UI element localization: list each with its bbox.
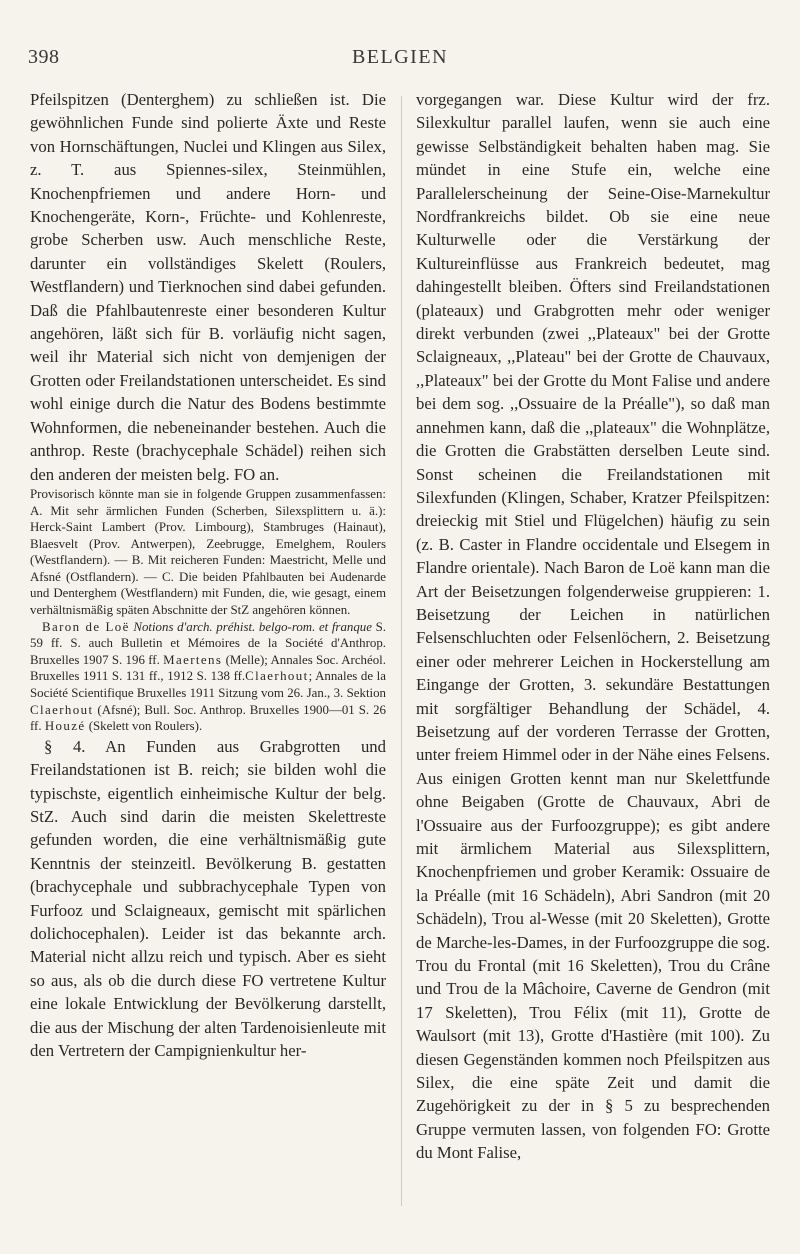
footnote-groups: Provisorisch könnte man sie in folgende Gruppen zusammenfassen: A. Mit sehr ärmlichen Funden (Scherben, Silexsplittern u. ä.): Herck-Saint Lambert (Prov. Limbourg), Stambruges (Hainaut), Blaesvelt (Prov. Antwerpen), Zeebrugge, Emelghem, Roulers (Westflandern). — B. Mit reicheren Funden: Maestricht, Melle und Afsné (Ostflandern). — C. Die beiden Pfahlbauten bei Audenarde und Denterghem (Westflandern) mit Funden, die, wie gesagt, einem verhältnismäßig späten Abschnitte der StZ angehören können. [30,486,386,618]
cited-title: Notions d'arch. préhist. belgo-rom. et franque [133,619,372,634]
paragraph-pfahlbauten: Pfeilspitzen (Denterghem) zu schließen ist. Die gewöhnlichen Funde sind polierte Äxte und Reste von Hornschäftungen, Nuclei und Klingen aus Silex, z. T. aus Spiennes-silex, Steinmühlen, Knochenpfriemen und andere Horn- und Knochengeräte, Korn-, Früchte- und Kohlenreste, grobe Scherben usw. Auch menschliche Reste, darunter ein vollständiges Skelett (Roulers, Westflandern) und Tierknochen sind dabei gefunden. Daß die Pfahlbautenreste einer besonderen Kultur angehören, läßt sich für B. vorläufig nicht sagen, weil ihr Material sich nicht von demjenigen der Grotten oder Freilandstationen unterscheidet. Es sind wohl einige durch die Natur des Bodens bestimmte Wohnformen, die nebeneinander bestehen. Auch die anthrop. Reste (brachycephale Schädel) reihen sich den anderen der meisten belg. FO an. [30,90,386,484]
author-name: Baron de Loë [42,619,130,634]
column-divider [401,96,402,1206]
author-name: Claerhout [30,702,94,717]
paragraph-grabgrotten: vorgegangen war. Diese Kultur wird der frz. Silexkultur parallel laufen, wenn sie auch eine gewisse Selbständigkeit behalten haben mag. Sie mündet in eine Stufe ein, welche eine Parallelerscheinung der Seine-Oise-Marnekultur Nordfrankreichs bildet. Ob sie eine neue Kulturwelle oder die Verstärkung der Kultureinflüsse aus Frankreich bedeutet, mag dahingestellt bleiben. Öfters sind Freilandstationen (plateaux) und Grabgrotten mehr oder weniger direkt verbunden (zwei ,,Plateaux" bei der Grotte Sclaigneaux, ,,Plateau" bei der Grotte de Chauvaux, ,,Plateaux" bei der Grotte du Mont Falise und andere bei dem sog. ,,Ossuaire de la Préalle"), so daß man annehmen kann, daß die ,,plateaux" die Wohnplätze, die Grotten die Grabstätten derselben Leute sind. Sonst scheinen die Freilandstationen mit Silexfunden (Klingen, Schaber, Kratzer Pfeilspitzen: dreieckig mit Stiel und Flügelchen) häufig zu sein (z. B. Caster in Flandre occidentale und Elsegem in Flandre orientale). Nach Baron de Loë kann man die Art der Beisetzungen folgenderweise gruppieren: 1. Beisetzung der Leichen in natürlichen Felsenschluchten oder Felsenlöchern, 2. Beisetzung einer oder mehrerer Leichen in Hockerstellung am Eingange der Grotten, 3. sekundäre Bestattungen mit sorgfältiger Behandlung der Schädel, 4. Beisetzung auf der vorderen Terrasse der Grotten, unter freiem Himmel oder in der Nähe eines Felsens. Aus einigen Grotten kennt man nur Skelettfunde ohne Beigaben (Grotte de Chauvaux, Abri de l'Ossuaire aus der Furfoozgruppe); es gibt andere mit ärmlichem Material aus Silexsplittern, Knochenpfriemen und grober Keramik: Ossuaire de la Préalle (mit 16 Schädeln), Abri Sandron (mit 20 Schädeln), Trou al-Wesse (mit 20 Skeletten), Grotte de Marche-les-Dames, in der Furfoozgruppe die sog. Trou du Frontal (mit 16 Skeletten), Trou du Crâne und Trou de la Mâchoire, Caverne de Gendron (mit 17 Skeletten), Trou Félix (mit 11), Grotte de Waulsort (mit 13), Grotte d'Hastière (mit 100). Zu diesen Gegenständen kommen noch Pfeilspitzen aus Silex, die eine späte Zeit und damit die Zugehörigkeit zu der in § 5 zu besprechenden Gruppe vermuten lassen, von folgenden FO: Grotte du Mont Falise, [416,90,770,1163]
running-head: BELGIEN [351,46,449,68]
author-name: Houzé [44,719,86,734]
section-4-paragraph: § 4. An Funden aus Grabgrotten und Freilandstationen ist B. reich; sie bilden wohl die typischste, eigentlich einheimische Kultur der belg. StZ. Auch sind darin die meisten Skelettreste gefunden worden, die eine verhältnismäßig gute Kenntnis der steinzeitl. Bevölkerung B. gestatten (brachycephale und subbrachycephale Typen von Furfooz und Sclaigneaux, gemischt mit spärlichen dolichocephalen). Leider ist das bekannte arch. Material nicht allzu reich und typisch. Aber es sieht so aus, als ob die durch diese FO vertretene Kultur eine lokale Entwicklung der Bevölkerung darstellt, die aus der Mischung der alten Tardenoisienleute mit den Vertretern der Campignienkultur her- [30,736,386,1061]
left-column [30,88,386,1063]
reference-text: (Skelett von Roulers). [88,719,203,734]
footnote-references [30,619,386,735]
reference-text: (Melle); Annales Soc. Archéol. Bruxelles 1911 S. 131 ff., 1912 S. 138 ff. [30,652,386,684]
page-number: 398 [28,46,60,68]
reference-text: (Afsné); Bull. Soc. Anthrop. Bruxelles 1900—01 S. 26 ff. [30,702,386,734]
author-name: Claerhout [245,669,309,684]
right-column [416,88,770,1165]
author-name: Maertens [163,652,223,667]
reference-text: ; Annales de la Société Scientifique Bruxelles 1911 Sitzung vom 26. Jan., 3. Sektion [30,669,386,701]
reference-text: S. 59 ff. S. auch Bulletin et Mémoires de la Société d'Anthrop. Bruxelles 1907 S. 196 ff. [30,619,386,667]
